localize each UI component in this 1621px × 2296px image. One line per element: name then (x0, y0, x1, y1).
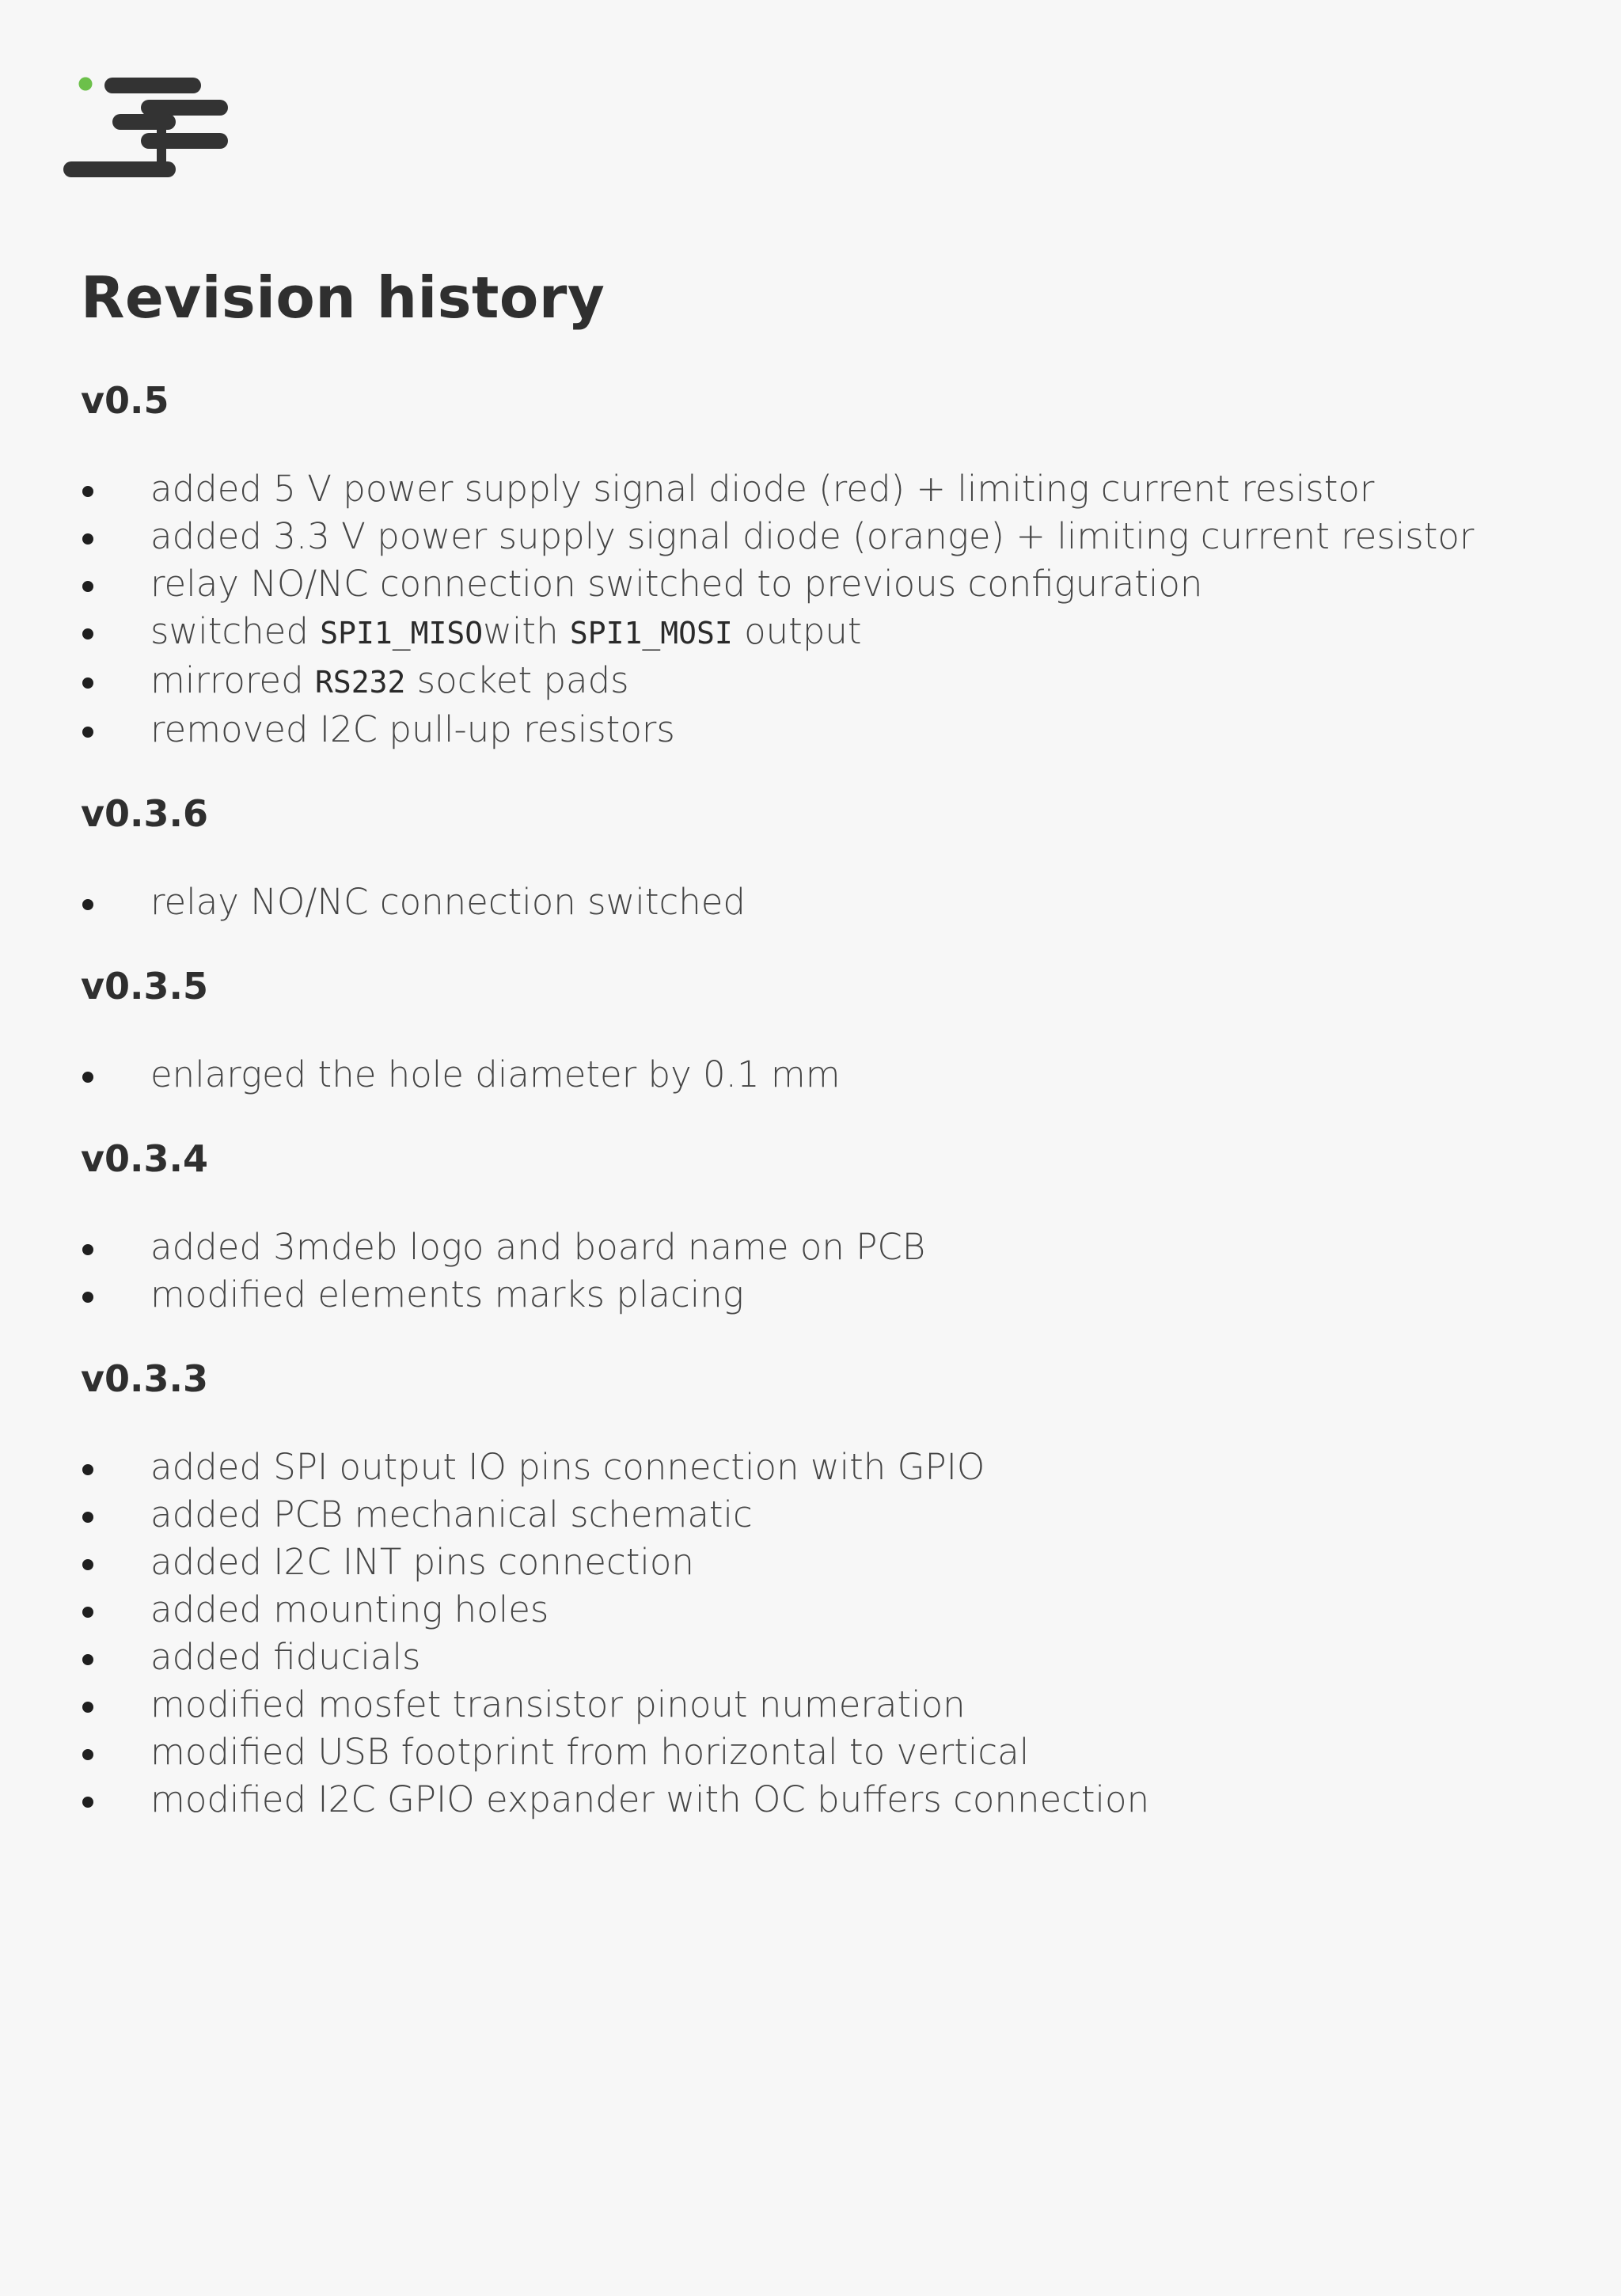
revision-section (81, 962, 1553, 1099)
list-item (81, 706, 1553, 753)
item-text: mirrored (150, 659, 315, 701)
item-text: modified I2C GPIO expander with OC buffers connection (150, 1778, 1150, 1820)
change-list (81, 879, 1553, 926)
item-text: added 3mdeb logo and board name on PCB (150, 1226, 926, 1268)
item-text: added 3.3 V power supply signal diode (orange) + limiting current resistor (150, 515, 1475, 557)
revision-history-page (81, 256, 1553, 1824)
list-item (81, 657, 1553, 706)
version-heading: v0.3.6 (81, 792, 208, 835)
item-text: output (732, 610, 862, 652)
code-identifier: SPI1_MOSI (569, 616, 733, 651)
list-item (81, 1539, 1553, 1586)
item-text: added 5 V power supply signal diode (red) + limiting current resistor (150, 468, 1375, 510)
item-text: socket pads (405, 659, 629, 701)
3mdeb-logo-icon (63, 74, 230, 180)
item-text: added I2C INT pins connection (150, 1541, 694, 1583)
list-item (81, 1051, 1553, 1099)
revision-section (81, 377, 1553, 753)
list-item (81, 1586, 1553, 1634)
list-item (81, 513, 1553, 560)
item-text: modified elements marks placing (150, 1273, 744, 1315)
list-item (81, 1444, 1553, 1491)
list-item (81, 1491, 1553, 1539)
list-item (81, 1729, 1553, 1776)
list-item (81, 560, 1553, 608)
list-item (81, 608, 1553, 657)
list-item (81, 1634, 1553, 1681)
item-text: switched (150, 610, 321, 652)
version-heading: v0.3.4 (81, 1137, 208, 1180)
list-item (81, 1776, 1553, 1824)
item-text: added fiducials (150, 1636, 421, 1678)
item-text: with (483, 610, 570, 652)
change-list (81, 465, 1553, 753)
item-text: added SPI output IO pins connection with GPIO (150, 1446, 985, 1488)
revision-sections (81, 377, 1553, 1824)
code-identifier: SPI1_MISO (320, 616, 484, 651)
change-list (81, 1444, 1553, 1824)
list-item (81, 1271, 1553, 1319)
version-heading: v0.3.3 (81, 1357, 208, 1400)
list-item (81, 465, 1553, 513)
item-text: enlarged the hole diameter by 0.1 mm (150, 1053, 841, 1095)
list-item (81, 879, 1553, 926)
page-title: Revision history (81, 264, 606, 331)
revision-section (81, 1135, 1553, 1319)
item-text: added PCB mechanical schematic (150, 1493, 753, 1535)
item-text: relay NO/NC connection switched to previous configuration (150, 563, 1203, 605)
item-text: modified mosfet transistor pinout numeration (150, 1683, 966, 1725)
revision-section (81, 1355, 1553, 1824)
item-text: removed I2C pull-up resistors (150, 708, 675, 750)
version-heading: v0.5 (81, 379, 169, 422)
revision-section (81, 790, 1553, 926)
code-identifier: RS232 (314, 665, 406, 700)
item-text: relay NO/NC connection switched (150, 881, 746, 923)
item-text: modified USB footprint from horizontal to vertical (150, 1731, 1030, 1773)
list-item (81, 1224, 1553, 1271)
change-list (81, 1051, 1553, 1099)
item-text: added mounting holes (150, 1588, 549, 1630)
version-heading: v0.3.5 (81, 965, 208, 1008)
list-item (81, 1681, 1553, 1729)
change-list (81, 1224, 1553, 1319)
